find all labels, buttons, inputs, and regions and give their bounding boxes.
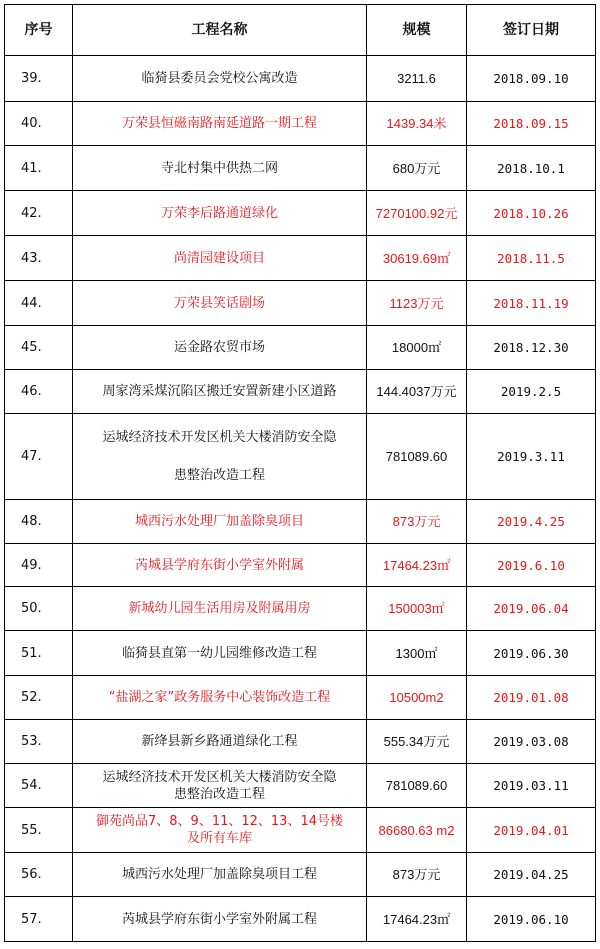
- row-seq: 44.: [5, 281, 73, 326]
- row-name-line1: 尚清园建设项目: [173, 250, 265, 266]
- row-date: 2019.3.11: [467, 414, 596, 500]
- row-date: 2018.09.15: [467, 102, 596, 146]
- row-name: [73, 676, 367, 720]
- row-scale: 86680.63 m2: [367, 808, 467, 853]
- row-seq: 41.: [5, 146, 73, 191]
- row-seq: 42.: [5, 191, 73, 236]
- row-name-line1: “盐湖之家”政务服务中心装饰改造工程: [108, 690, 331, 705]
- row-name-line1: 运金路农贸市场: [173, 340, 265, 355]
- row-seq: 56.: [5, 853, 73, 897]
- row-date: 2019.06.10: [467, 897, 596, 942]
- row-scale: 873万元: [367, 500, 467, 544]
- row-name-line1: 运城经济技术开发区机关大楼消防安全隐: [102, 769, 337, 785]
- row-date: 2019.01.08: [467, 676, 596, 720]
- table-row: [5, 631, 596, 676]
- row-scale: 680万元: [367, 146, 467, 191]
- row-scale: 10500m2: [367, 676, 467, 720]
- row-name-line1: 芮城县学府东街小学室外附属: [134, 557, 304, 573]
- row-name: [73, 808, 367, 853]
- row-name: [73, 897, 367, 942]
- table-row: [5, 146, 596, 191]
- table-row: [5, 326, 596, 370]
- row-scale: 150003㎡: [367, 587, 467, 631]
- row-name: [73, 326, 367, 370]
- header-name: 工程名称: [73, 5, 367, 56]
- row-seq: 48.: [5, 500, 73, 544]
- row-scale: 30619.69㎡: [367, 236, 467, 281]
- table-row: [5, 500, 596, 544]
- row-name: [73, 587, 367, 631]
- table-row: [5, 414, 596, 500]
- row-scale: 781089.60: [367, 764, 467, 808]
- row-date: 2018.11.19: [467, 281, 596, 326]
- row-name-line1: 临猗县直第一幼儿园维修改造工程: [121, 645, 317, 661]
- row-name-line1: 临猗县委员会党校公寓改造: [141, 71, 298, 86]
- table-row: [5, 676, 596, 720]
- row-seq: 40.: [5, 102, 73, 146]
- row-seq: 47.: [5, 414, 73, 500]
- row-date: 2019.03.08: [467, 720, 596, 764]
- row-date: 2018.10.26: [467, 191, 596, 236]
- row-date: 2019.2.5: [467, 370, 596, 414]
- row-name: [73, 764, 367, 808]
- row-date: 2019.06.30: [467, 631, 596, 676]
- row-date: 2019.6.10: [467, 544, 596, 587]
- row-name-line1: 万荣县恒磁南路南延道路一期工程: [121, 116, 317, 131]
- row-seq: 57.: [5, 897, 73, 942]
- row-scale: 781089.60: [367, 414, 467, 500]
- row-name-line2: 患整治改造工程: [173, 786, 265, 802]
- row-date: 2018.09.10: [467, 56, 596, 102]
- row-scale: 18000㎡: [367, 326, 467, 370]
- table-row: [5, 102, 596, 146]
- row-name-line1: 运城经济技术开发区机关大楼消防安全隐: [102, 430, 337, 445]
- row-name-line1: 御苑尚品7、8、9、11、12、13、14号楼: [96, 814, 343, 829]
- table-row: [5, 191, 596, 236]
- row-date: 2018.12.30: [467, 326, 596, 370]
- row-scale: 1300㎡: [367, 631, 467, 676]
- row-name-line1: 新城幼儿园生活用房及附属用房: [128, 601, 311, 616]
- row-seq: 51.: [5, 631, 73, 676]
- row-scale: 17464.23㎡: [367, 897, 467, 942]
- row-name: [73, 56, 367, 102]
- row-name-line1: 万荣县笑话剧场: [173, 295, 265, 311]
- header-seq: 序号: [5, 5, 73, 56]
- row-seq: 49.: [5, 544, 73, 587]
- row-seq: 43.: [5, 236, 73, 281]
- row-name-line1: 寺北村集中供热二网: [160, 160, 278, 176]
- row-name-line2: 患整治改造工程: [173, 468, 265, 483]
- table-row: [5, 764, 596, 808]
- row-name: [73, 544, 367, 587]
- row-scale: 555.34万元: [367, 720, 467, 764]
- table-row: [5, 808, 596, 853]
- table-row: [5, 56, 596, 102]
- header-scale: 规模: [367, 5, 467, 56]
- row-name-line1: 城西污水处理厂加盖除臭项目: [134, 514, 304, 529]
- row-name-line1: 城西污水处理厂加盖除臭项目工程: [121, 867, 317, 882]
- row-date: 2018.11.5: [467, 236, 596, 281]
- row-scale: 3211.6: [367, 56, 467, 102]
- row-scale: 1439.34米: [367, 102, 467, 146]
- row-name: [73, 102, 367, 146]
- row-seq: 46.: [5, 370, 73, 414]
- row-name: [73, 720, 367, 764]
- row-name: [73, 236, 367, 281]
- row-name: [73, 281, 367, 326]
- row-scale: 17464.23㎡: [367, 544, 467, 587]
- row-scale: 7270100.92元: [367, 191, 467, 236]
- row-name: [73, 631, 367, 676]
- row-date: 2018.10.1: [467, 146, 596, 191]
- projects-table: [4, 4, 596, 942]
- row-seq: 53.: [5, 720, 73, 764]
- row-name-line1: 周家湾采煤沉陷区搬迁安置新建小区道路: [102, 384, 337, 399]
- row-name-line1: 芮城县学府东街小学室外附属工程: [121, 911, 317, 927]
- table-row: [5, 370, 596, 414]
- row-name-line2: 及所有车库: [186, 831, 252, 846]
- row-name: [73, 500, 367, 544]
- table-row: [5, 853, 596, 897]
- row-name: [73, 370, 367, 414]
- row-seq: 52.: [5, 676, 73, 720]
- row-date: 2019.03.11: [467, 764, 596, 808]
- row-name: [73, 414, 367, 500]
- table-row: [5, 587, 596, 631]
- row-name: [73, 853, 367, 897]
- table-row: [5, 720, 596, 764]
- row-date: 2019.06.04: [467, 587, 596, 631]
- row-seq: 55.: [5, 808, 73, 853]
- row-seq: 39.: [5, 56, 73, 102]
- row-scale: 144.4037万元: [367, 370, 467, 414]
- header-date: 签订日期: [467, 5, 596, 56]
- row-name-line1: 新绛县新乡路通道绿化工程: [141, 734, 298, 749]
- row-date: 2019.04.01: [467, 808, 596, 853]
- row-date: 2019.04.25: [467, 853, 596, 897]
- row-seq: 54.: [5, 764, 73, 808]
- table-row: [5, 281, 596, 326]
- row-name-line1: 万荣李后路通道绿化: [160, 205, 278, 221]
- row-name: [73, 191, 367, 236]
- row-seq: 45.: [5, 326, 73, 370]
- table-row: [5, 236, 596, 281]
- row-scale: 873万元: [367, 853, 467, 897]
- row-seq: 50.: [5, 587, 73, 631]
- header-row: [5, 5, 596, 56]
- table-row: [5, 897, 596, 942]
- row-date: 2019.4.25: [467, 500, 596, 544]
- row-name: [73, 146, 367, 191]
- table-row: [5, 544, 596, 587]
- row-scale: 1123万元: [367, 281, 467, 326]
